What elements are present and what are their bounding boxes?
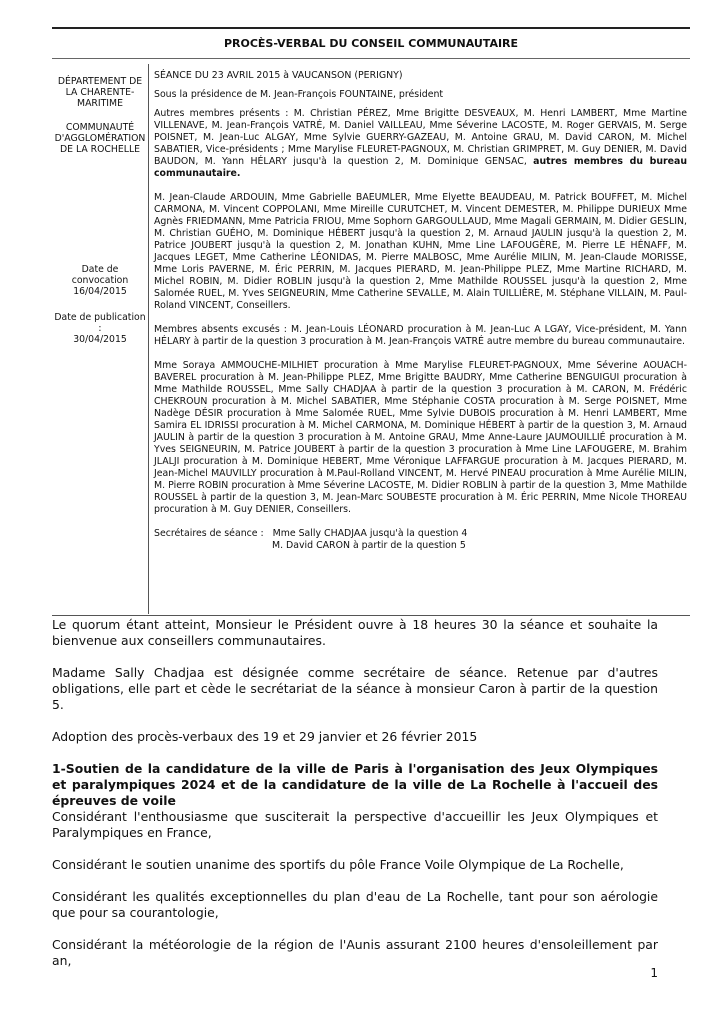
autres-membres — [154, 108, 687, 180]
considerant-4: Considérant la météorologie de la région de l'Aunis assurant 2100 heures d'ensoleillement par an, — [52, 937, 658, 968]
presidence-line: Sous la présidence de M. Jean-François FOUNTAINE, président — [154, 89, 444, 100]
column-divider — [148, 64, 149, 614]
agenda-item-heading: 1-Soutien de la candidature de la ville de Paris à l'organisation des Jeux Olympiques et paralympiques 2024 et de la candidature de la ville de La Rochelle à l'accueil des épreuves de voile — [52, 761, 658, 808]
conseillers-list: M. Jean-Claude ARDOUIN, Mme Gabrielle BAEUMLER, Mme Elyette BEAUDEAU, M. Patrick BOUFFET, M. Michel CARMONA, M. Vincent COPPOLANI, Mme Mireille CURUTCHET, M. Vincent DEMESTER, M. Philippe DURIEUX Mme Agnès FRIEDMANN, Mme Patricia FRIOU, Mme Sophorn GARGOULLAUD, Mme Magali GERMAIN, M. Didier GESLIN, M. Christian GUÉHO, M. Dominique HÉBERT jusqu'à la question 2, M. Arnaud JAULIN jusqu'à la question 2, M. Patrice JOUBERT jusqu'à la question 2, M. Jonathan KUHN, Mme Line LAFOUGÈRE, M. Pierre LE HÉNAFF, M. Jacques LEGET, Mme Catherine LÉONIDAS, M. Pierre MALBOSC, Mme Aurélie MILIN, M. Jean-Claude MORISSE, Mme Loris PAVERNE, M. Éric PERRIN, M. Jacques PIERARD, M. Jean-Philippe PLEZ, Mme Martine RICHARD, M. Michel ROBIN, M. Didier ROBLIN jusqu'à la question 2, Mme Mathilde ROUSSEL jusqu'à la question 2, Mme Salomée RUEL, M. Yves SEIGNEURIN, Mme Catherine SEVALLE, M. Alain TUILLIÈRE, M. Stéphane VILLAIN, M. Paul-Roland VINCENT, Conseillers. — [154, 192, 687, 311]
quorum-paragraph: Le quorum étant atteint, Monsieur le Président ouvre à 18 heures 30 la séance et souhaite la bienvenue aux conseillers communautaires. — [52, 617, 658, 648]
document-title: PROCÈS-VERBAL DU CONSEIL COMMUNAUTAIRE — [223, 37, 519, 50]
secretaire-paragraph: Madame Sally Chadjaa est désignée comme secrétaire de séance. Retenue par d'autres obligations, elle part et cède le secrétariat de la séance à monsieur Caron à partir de la question 5. — [52, 665, 658, 712]
convocation-label: Date de convocation — [71, 264, 129, 286]
department-label: DÉPARTEMENT DE LA CHARENTE-MARITIME — [57, 76, 143, 109]
session-details — [154, 70, 687, 552]
secretaires-line-2: M. David CARON à partir de la question 5 — [272, 540, 466, 551]
publication-date: 30/04/2015 — [73, 334, 127, 345]
considerant-3: Considérant les qualités exceptionnelles du plan d'eau de La Rochelle, tant pour son aérologie que pour sa courantologie, — [52, 889, 658, 920]
considerant-2: Considérant le soutien unanime des sportifs du pôle France Voile Olympique de La Rochelle, — [52, 857, 624, 872]
absents-list: Membres absents excusés : M. Jean-Louis LÉONARD procuration à M. Jean-Luc A LGAY, Vice-président, M. Yann HÉLARY à partir de la question 3 procuration à M. Jean-François VATRÉ autre membre du bureau communautaire. — [154, 324, 687, 347]
header-bottom-rule — [52, 615, 690, 616]
autres-membres-bold: autres membres du bureau communautaire. — [154, 156, 687, 179]
title-rule — [52, 58, 690, 59]
minutes-body — [52, 617, 658, 985]
top-rule — [52, 27, 690, 29]
convocation-date: 16/04/2015 — [73, 286, 127, 297]
autres-membres-text: Autres membres présents : M. Christian PÉREZ, Mme Brigitte DESVEAUX, M. Henri LAMBERT, Mme Martine VILLENAVE, M. Jean-François VATRÉ, M. Daniel VAILLEAU, Mme Séverine LACOSTE, M. Roger GERVAIS, M. Serge POISNET, M. Jean-Luc ALGAY, Mme Sylvie GUERRY-GAZEAU, M. Antoine GRAU, M. David CARON, M. Michel SABATIER, Vice-présidents ; Mme Marylise FLEURET-PAGNOUX, M. Christian GRIMPRET, M. Guy DENIER, M. David BAUDON, M. Yann HÉLARY jusqu'à la question 2, M. Dominique GENSAC, — [154, 108, 687, 167]
considerant-1: Considérant l'enthousiasme que susciterait la perspective d'accueillir les Jeux Olympiques et Paralympiques en France, — [52, 809, 658, 840]
adoption-paragraph: Adoption des procès-verbaux des 19 et 29 janvier et 26 février 2015 — [52, 729, 478, 744]
seance-line: SÉANCE DU 23 AVRIL 2015 à VAUCANSON (PERIGNY) — [154, 70, 403, 81]
left-sidebar — [52, 76, 148, 345]
secretaires-line-1: Secrétaires de séance : Mme Sally CHADJAA jusqu'à la question 4 — [154, 528, 468, 539]
page-number: 1 — [650, 966, 658, 980]
procurations-list: Mme Soraya AMMOUCHE-MILHIET procuration à Mme Marylise FLEURET-PAGNOUX, Mme Séverine AOUACH-BAVEREL procuration à M. Jean-Philippe PLEZ, Mme Brigitte BAUDRY, Mme Catherine BENGUIGUI procuration à Mme Mathilde ROUSSEL, Mme Sally CHADJAA à partir de la question 3 procuration à M. CARON, M. Frédéric CHEKROUN procuration à M. Michel SABATIER, Mme Stéphanie COSTA procuration à M. Serge POISNET, Mme Nadège DÉSIR procuration à Mme Salomée RUEL, Mme Sylvie DUBOIS procuration à M. Henri LAMBERT, Mme Samira EL IDRISSI procuration à M. Michel CARMONA, M. Dominique HÉBERT à partir de la question 3, M. Arnaud JAULIN à partir de la question 3 procuration à M. Antoine GRAU, Mme Anne-Laure JAUMOUILLIÉ procuration à M. Yves SEIGNEURIN, M. Patrice JOUBERT à partir de la question 3 procuration à Mme Line LAFOUGERE, M. Brahim JLALJI procuration à M. Dominique HEBERT, Mme Véronique LAFFARGUE procuration à M. Jacques PIERARD, M. Jean-Michel MAUVILLY procuration à M.Paul-Rolland VINCENT, M. Hervé PINEAU procuration à Mme Aurélie MILIN, M. Pierre ROBIN procuration à Mme Séverine LACOSTE, M. Didier ROBLIN à partir de la question 3, Mme Mathilde ROUSSEL à partir de la question 3, M. Jean-Marc SOUBESTE procuration à M. Éric PERRIN, Mme Nicole THOREAU procuration à M. Guy DENIER, Conseillers. — [154, 360, 687, 515]
publication-label: Date de publication : — [54, 312, 146, 334]
community-label: COMMUNAUTÉ D'AGGLOMÉRATION DE LA ROCHELLE — [54, 122, 146, 155]
